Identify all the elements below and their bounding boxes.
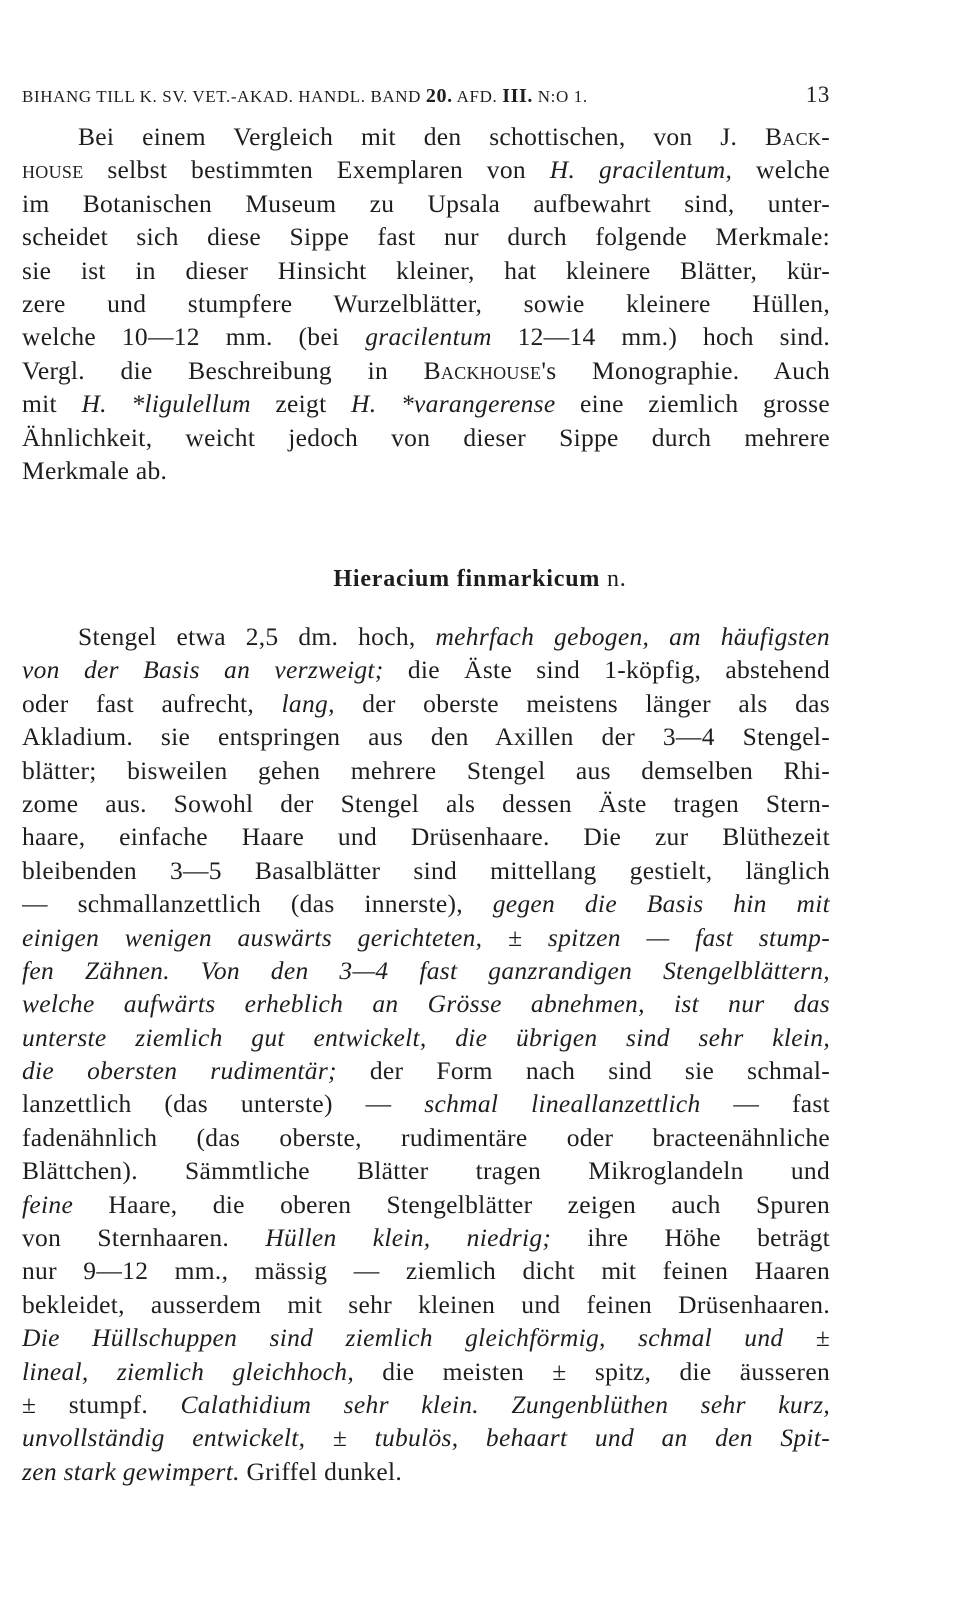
text-line: haare, einfache Haare und Drüsenhaare. Die zur Blüthezeit <box>22 822 830 852</box>
running-title <box>22 85 588 108</box>
text-line: Ähnlichkeit, weicht jedoch von dieser Sippe durch mehrere <box>22 422 830 452</box>
text-run: zeigt <box>250 389 352 419</box>
text-line <box>22 1021 830 1054</box>
text-line <box>22 987 830 1020</box>
emphasis: schmal lineallanzettlich <box>424 1089 701 1119</box>
emphasis: feine <box>22 1189 74 1219</box>
text-run: welche 10—12 mm. (bei <box>22 322 366 352</box>
text-run: ± stumpf. <box>22 1389 181 1419</box>
page-number: 13 <box>805 82 830 107</box>
text-run: Stengel etwa 2,5 dm. hoch, <box>78 622 436 651</box>
emphasis: gegen die Basis hin mit <box>492 889 830 919</box>
text-run: Bei einem Vergleich mit den schottischen, von J. <box>78 122 738 151</box>
text-run: oder fast aufrecht, <box>22 688 282 718</box>
text-line: scheidet sich diese Sippe fast nur durch folgende Merkmale: <box>22 222 830 252</box>
text-line <box>22 921 830 954</box>
emphasis: Calathidium sehr klein. Zungenblüthen sehr kurz, <box>180 1389 830 1419</box>
text-run: 12—14 mm.) hoch sind. <box>491 322 830 352</box>
text-line <box>22 1087 830 1120</box>
emphasis: zen stark gewimpert. <box>22 1456 240 1486</box>
species-heading <box>0 566 960 593</box>
text-run: — schmallanzettlich (das innerste), <box>22 889 493 919</box>
emphasis: Die Hüllschuppen sind ziemlich gleichförmig, schmal und ± <box>22 1323 830 1353</box>
running-title-prefix: BIHANG TILL K. SV. VET.-AKAD. HANDL. BAND <box>22 87 422 106</box>
text-line <box>22 1054 830 1087</box>
author-name: house <box>22 155 84 185</box>
text-line <box>22 120 830 153</box>
running-header <box>22 82 830 108</box>
text-line: zere und stumpfere Wurzelblätter, sowie kleinere Hüllen, <box>22 288 830 318</box>
issue-number: N:O 1. <box>537 87 588 106</box>
text-line: zome aus. Sowohl der Stengel als dessen Äste tragen Stern- <box>22 788 830 818</box>
emphasis: lang, <box>281 688 335 718</box>
text-line <box>22 687 830 720</box>
text-run: mit <box>22 389 82 419</box>
text-line: bleibenden 3—5 Basalblätter sind mittellang gestielt, länglich <box>22 855 830 885</box>
taxon-name: H. gracilentum, <box>549 155 733 185</box>
text-line <box>22 620 830 653</box>
text-run: Haare, die oberen Stengelblätter zeigen auch Spuren <box>73 1189 830 1219</box>
text-line: Blättchen). Sämmtliche Blätter tragen Mikroglandeln und <box>22 1156 830 1186</box>
emphasis: lineal, ziemlich gleichhoch, <box>22 1356 355 1386</box>
text-run: selbst bestimmten Exemplaren von <box>83 155 550 185</box>
afd-number: III. <box>502 85 533 107</box>
text-run: der Form nach sind sie schmal- <box>336 1056 830 1086</box>
taxon-name: gracilentum <box>365 322 492 352</box>
emphasis: einigen wenigen auswärts gerichteten, ± spitzen — fast stump- <box>22 922 830 952</box>
paragraph-description <box>22 620 830 1488</box>
text-line <box>22 1421 830 1454</box>
text-line <box>22 387 830 420</box>
text-run: die meisten ± spitz, die äusseren <box>354 1356 830 1386</box>
text-run: welche <box>732 155 830 185</box>
author-name: Back- <box>764 122 830 151</box>
species-status: n. <box>606 566 627 592</box>
taxon-name: H. *varangerense <box>351 389 556 419</box>
emphasis: welche aufwärts erheblich an Grösse abnehmen, ist nur das <box>22 989 830 1019</box>
emphasis: unvollständig entwickelt, ± tubulös, behaart und an den Spit- <box>22 1423 830 1453</box>
author-name: Backhouse <box>423 355 542 385</box>
text-line: fadenähnlich (das oberste, rudimentäre oder bracteenähnliche <box>22 1122 830 1152</box>
text-run: — fast <box>700 1089 830 1119</box>
text-line <box>22 1355 830 1388</box>
text-line <box>22 1188 830 1221</box>
text-line: Merkmale ab. <box>22 455 168 485</box>
text-line <box>22 1221 830 1254</box>
afd-label: AFD. <box>456 87 498 106</box>
emphasis: Hüllen klein, niedrig; <box>265 1223 552 1253</box>
text-line <box>22 954 830 987</box>
emphasis: unterste ziemlich gut entwickelt, die übrigen sind sehr klein, <box>22 1022 830 1052</box>
text-line <box>22 653 830 686</box>
text-line: sie ist in dieser Hinsicht kleiner, hat kleinere Blätter, kür- <box>22 255 830 285</box>
text-line: Akladium. sie entspringen aus den Axillen der 3—4 Stengel- <box>22 722 830 752</box>
text-line <box>22 1455 830 1488</box>
text-run: Griffel dunkel. <box>239 1456 403 1486</box>
text-line <box>22 320 830 353</box>
text-run: von Sternhaaren. <box>22 1223 266 1253</box>
text-run: ihre Höhe beträgt <box>551 1223 830 1253</box>
text-run: 's Monographie. Auch <box>541 355 830 385</box>
text-run: Vergl. die Beschreibung in <box>22 355 424 385</box>
emphasis: mehrfach gebogen, am häufigsten <box>435 622 830 651</box>
text-line: nur 9—12 mm., mässig — ziemlich dicht mit feinen Haaren <box>22 1256 830 1286</box>
band-number: 20. <box>425 85 453 107</box>
emphasis: die obersten rudimentär; <box>22 1056 337 1086</box>
text-line: bekleidet, ausserdem mit sehr kleinen und feinen Drüsenhaaren. <box>22 1289 830 1319</box>
text-line <box>22 354 830 387</box>
text-run: der oberste meistens länger als das <box>334 688 830 718</box>
text-run: die Äste sind 1-köpfig, abstehend <box>383 655 830 685</box>
species-title: Hieracium finmarkicum <box>333 566 601 592</box>
text-line <box>22 153 830 186</box>
text-run: eine ziemlich grosse <box>555 389 830 419</box>
text-run: lanzettlich (das unterste) — <box>22 1089 425 1119</box>
text-line: im Botanischen Museum zu Upsala aufbewahrt sind, unter- <box>22 188 830 218</box>
text-line: blätter; bisweilen gehen mehrere Stengel aus demselben Rhi- <box>22 755 830 785</box>
text-line <box>22 887 830 920</box>
text-line <box>22 1388 830 1421</box>
text-line <box>22 1321 830 1354</box>
taxon-name: H. *ligulellum <box>81 389 251 419</box>
paragraph-comparison <box>22 120 830 487</box>
emphasis: fen Zähnen. Von den 3—4 fast ganzrandigen Stengelblättern, <box>22 955 830 985</box>
emphasis: von der Basis an verzweigt; <box>22 655 384 685</box>
